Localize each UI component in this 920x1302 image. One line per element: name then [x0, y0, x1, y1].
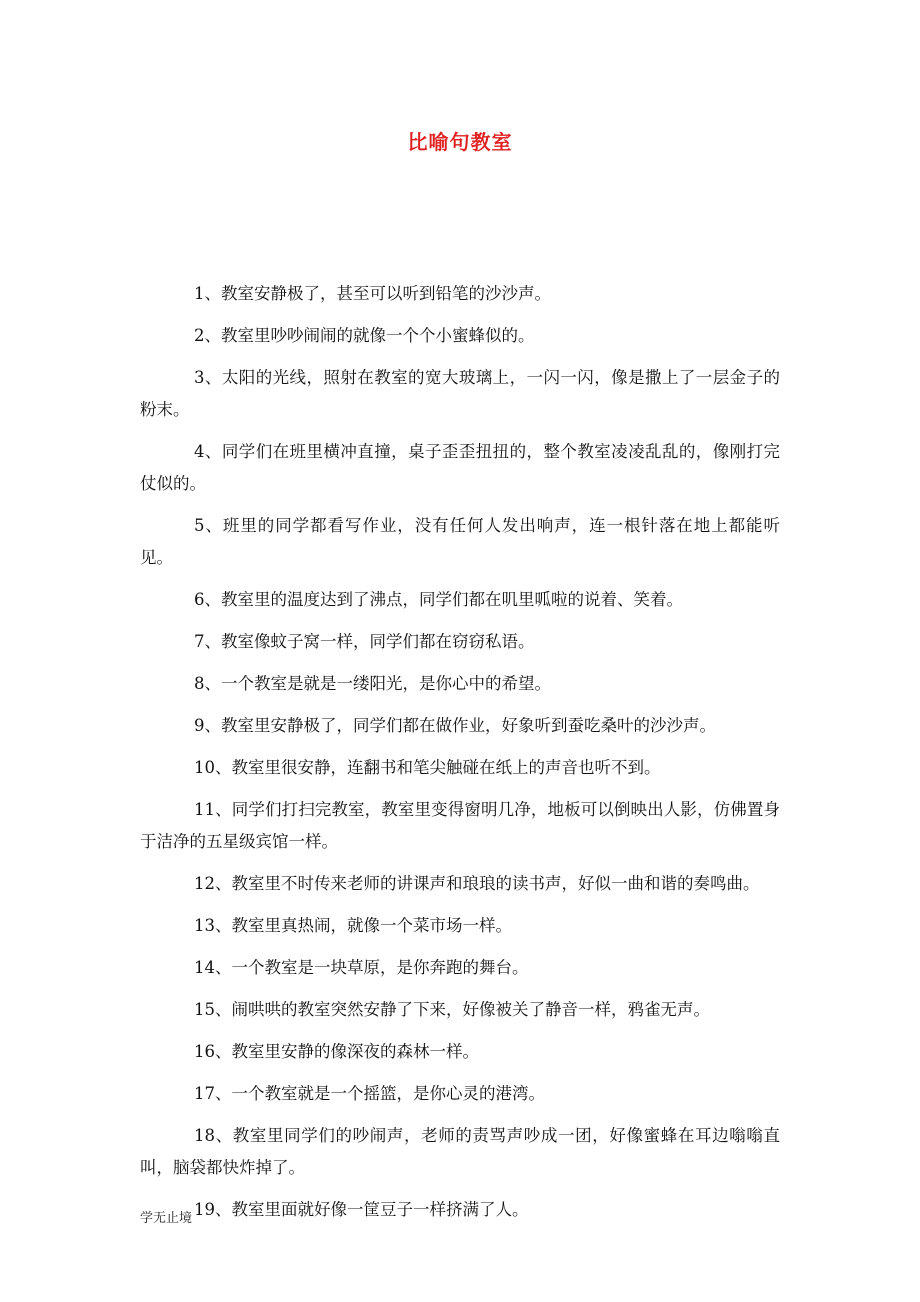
list-item: 9、教室里安静极了，同学们都在做作业，好象听到蚕吃桑叶的沙沙声。 — [194, 716, 716, 735]
list-item: 2、教室里吵吵闹闹的就像一个个小蜜蜂似的。 — [194, 326, 535, 345]
document-body — [140, 278, 780, 1236]
list-item: 3、太阳的光线，照射在教室的宽大玻璃上，一闪一闪，像是撒上了一层金子的粉末。 — [140, 368, 780, 419]
list-item: 4、同学们在班里横冲直撞，桌子歪歪扭扭的，整个教室凌凌乱乱的，像刚打完仗似的。 — [140, 442, 780, 493]
list-item: 17、一个教室就是一个摇篮，是你心灵的港湾。 — [194, 1084, 545, 1103]
list-item: 12、教室里不时传来老师的讲课声和琅琅的读书声，好似一曲和谐的奏鸣曲。 — [194, 874, 760, 893]
list-item: 15、闹哄哄的教室突然安静了下来，好像被关了静音一样，鸦雀无声。 — [194, 1000, 710, 1019]
list-item: 11、同学们打扫完教室，教室里变得窗明几净，地板可以倒映出人影，仿佛置身于洁净的五星级宾馆一样。 — [140, 800, 780, 851]
document-title: 比喻句教室 — [407, 130, 513, 154]
list-item: 18、教室里同学们的吵闹声，老师的责骂声吵成一团，好像蜜蜂在耳边嗡嗡直叫，脑袋都快炸掉了。 — [140, 1126, 780, 1177]
list-item: 7、教室像蚊子窝一样，同学们都在窃窃私语。 — [194, 632, 535, 651]
list-item: 10、教室里很安静，连翻书和笔尖触碰在纸上的声音也听不到。 — [194, 758, 661, 777]
list-item: 14、一个教室是一块草原，是你奔跑的舞台。 — [194, 958, 529, 977]
page-footer: 学无止境 — [140, 1211, 193, 1226]
list-item: 8、一个教室是就是一缕阳光，是你心中的希望。 — [194, 674, 551, 693]
list-item: 13、教室里真热闹，就像一个菜市场一样。 — [194, 916, 512, 935]
list-item: 5、班里的同学都看写作业，没有任何人发出响声，连一根针落在地上都能听见。 — [140, 516, 780, 567]
list-item: 6、教室里的温度达到了沸点，同学们都在叽里呱啦的说着、笑着。 — [194, 590, 683, 609]
list-item: 19、教室里面就好像一筐豆子一样挤满了人。 — [194, 1200, 529, 1219]
list-item: 1、教室安静极了，甚至可以听到铅笔的沙沙声。 — [194, 284, 551, 303]
list-item: 16、教室里安静的像深夜的森林一样。 — [194, 1042, 479, 1061]
